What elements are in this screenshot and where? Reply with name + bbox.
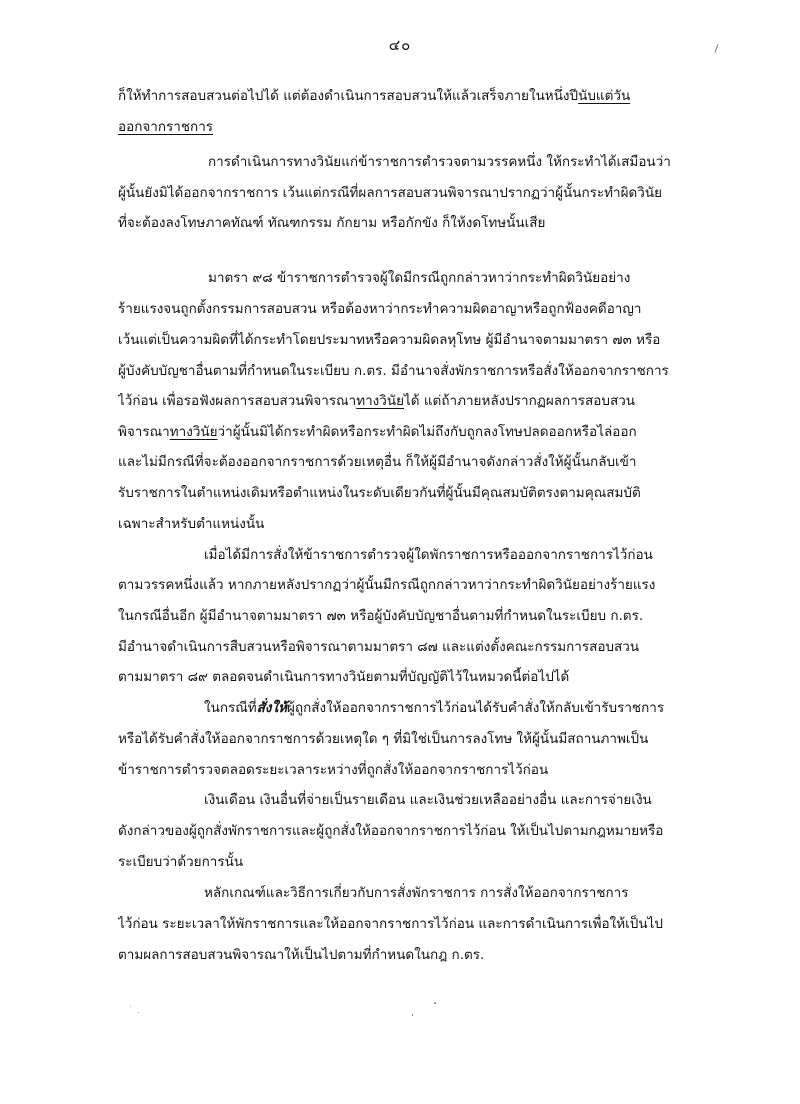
text-line <box>118 422 708 442</box>
text-line: ผู้นั้นยังมิได้ออกจากราชการ เว้นแต่กรณีที่ผลการสอบสวนพิจารณาปรากฏว่าผู้นั้นกระทำผิดวินัย <box>118 185 663 201</box>
scan-speck <box>412 1014 413 1016</box>
text-run: ไว้ก่อน เพื่อรอฟังผลการสอบสวนพิจารณา <box>118 393 357 409</box>
text-line <box>118 86 708 106</box>
paragraph-first-line: เงินเดือน เงินอื่นที่จ่ายเป็นรายเดือน และเงินช่วยเหลืออย่างอื่น และการจ่ายเงิน <box>204 792 652 808</box>
page-number: ๔๐ <box>388 36 412 54</box>
text-run: ก็ให้ทำการสอบสวนต่อไปได้ แต่ต้องดำเนินการสอบสวนให้แล้วเสร็จภายในหนึ่งปี <box>118 88 579 104</box>
text-line <box>118 117 708 137</box>
text-line: ระเบียบว่าด้วยการนั้น <box>118 854 244 870</box>
text-line: เฉพาะสำหรับตำแหน่งนั้น <box>118 516 265 532</box>
text-line: รับราชการในตำแหน่งเดิมหรือตำแหน่งในระดับเดียวกันที่ผู้นั้นมีคุณสมบัติตรงตามคุณสมบัติ <box>118 485 641 501</box>
text-line: ตามวรรคหนึ่งแล้ว หากภายหลังปรากฏว่าผู้นั้นมีกรณีถูกกล่าวหาว่ากระทำผิดวินัยอย่างร้ายแรง <box>118 577 656 593</box>
text-line: ผู้บังคับบัญชาอื่นตามที่กำหนดในระเบียบ ก.ตร. มีอำนาจสั่งพักราชการหรือสั่งให้ออกจากราชการ <box>118 363 669 379</box>
scan-speck <box>138 1012 139 1013</box>
text-line: ข้าราชการตำรวจตลอดระยะเวลาระหว่างที่ถูกสั่งให้ออกจากราชการไว้ก่อน <box>118 762 549 778</box>
underlined-text: ทางวินัย <box>169 424 218 440</box>
text-line: ดังกล่าวของผู้ถูกสั่งพักราชการและผู้ถูกสั่งให้ออกจากราชการไว้ก่อน ให้เป็นไปตามกฎหมายหรือ <box>118 823 664 839</box>
text-line: และไม่มีกรณีที่จะต้องออกจากราชการด้วยเหตุอื่น ก็ให้ผู้มีอำนาจดังกล่าวสั่งให้ผู้นั้นกลับเข้า <box>118 454 637 470</box>
text-line: ที่จะต้องลงโทษภาคทัณฑ์ ทัณฑกรรม กักยาม หรือกักขัง ก็ให้งดโทษนั้นเสีย <box>118 215 546 231</box>
text-run: พิจารณา <box>118 424 170 440</box>
text-run: ได้ แต่ถ้าภายหลังปรากฏผลการสอบสวน <box>404 393 636 409</box>
text-line: หรือได้รับคำสั่งให้ออกจากราชการด้วยเหตุใด ๆ ที่มิใช่เป็นการลงโทษ ให้ผู้นั้นมีสถานภาพเป็น <box>118 731 649 747</box>
text-run: ว่าผู้นั้นมิได้กระทำผิดหรือกระทำผิดไม่ถึงกับถูกลงโทษปลดออกหรือไล่ออก <box>217 424 637 440</box>
bold-italic-text: สั่งให้ <box>256 700 287 716</box>
text-line: มีอำนาจดำเนินการสืบสวนหรือพิจารณาตามมาตรา ๘๗ และแต่งตั้งคณะกรรมการสอบสวน <box>118 639 640 655</box>
text-line: เว้นแต่เป็นความผิดที่ได้กระทำโดยประมาทหรือความผิดลหุโทษ ผู้มีอำนาจตามมาตรา ๗๓ หรือ <box>118 332 661 348</box>
underlined-text: นับแต่วัน <box>578 88 631 104</box>
section-98-heading-line: มาตรา ๙๘ ข้าราชการตำรวจผู้ใดมีกรณีถูกกล่าวหาว่ากระทำผิดวินัยอย่าง <box>208 270 631 286</box>
underlined-text: ทางวินัย <box>356 393 404 409</box>
text-line: ไว้ก่อน ระยะเวลาให้พักราชการและให้ออกจากราชการไว้ก่อน และการดำเนินการเพื่อให้เป็นไป <box>118 916 663 932</box>
text-line: ตามผลการสอบสวนพิจารณาให้เป็นไปตามที่กำหนดในกฎ ก.ตร. <box>118 947 485 963</box>
text-line: ในกรณีอื่นอีก ผู้มีอำนาจตามมาตรา ๗๓ หรือผู้บังคับบัญชาอื่นตามที่กำหนดในระเบียบ ก.ตร. <box>118 608 644 624</box>
paragraph-first-line: การดำเนินการทางวินัยแก่ข้าราชการตำรวจตามวรรคหนึ่ง ให้กระทำได้เสมือนว่า <box>208 154 671 170</box>
text-run: ในกรณีที่ <box>204 700 257 716</box>
scan-speck <box>130 1006 131 1007</box>
text-line <box>118 391 708 411</box>
paragraph-first-line: หลักเกณฑ์และวิธีการเกี่ยวกับการสั่งพักราชการ การสั่งให้ออกจากราชการ <box>204 885 629 901</box>
underlined-text: ออกจากราชการ <box>118 119 214 135</box>
paragraph-first-line: เมื่อได้มีการสั่งให้ข้าราชการตำรวจผู้ใดพักราชการหรือออกจากราชการไว้ก่อน <box>204 547 653 563</box>
text-run: ผู้ถูกสั่งให้ออกจากราชการไว้ก่อนได้รับคำสั่งให้กลับเข้ารับราชการ <box>287 700 665 716</box>
text-line: ตามมาตรา ๘๙ ตลอดจนดำเนินการทางวินัยตามที่บัญญัติไว้ในหมวดนี้ต่อไปได้ <box>118 669 570 685</box>
scan-speck <box>434 1002 436 1004</box>
text-line: ร้ายแรงจนถูกตั้งกรรมการสอบสวน หรือต้องหาว่ากระทำความผิดอาญาหรือถูกฟ้องคดีอาญา <box>118 301 642 317</box>
paragraph-first-line <box>204 698 708 718</box>
